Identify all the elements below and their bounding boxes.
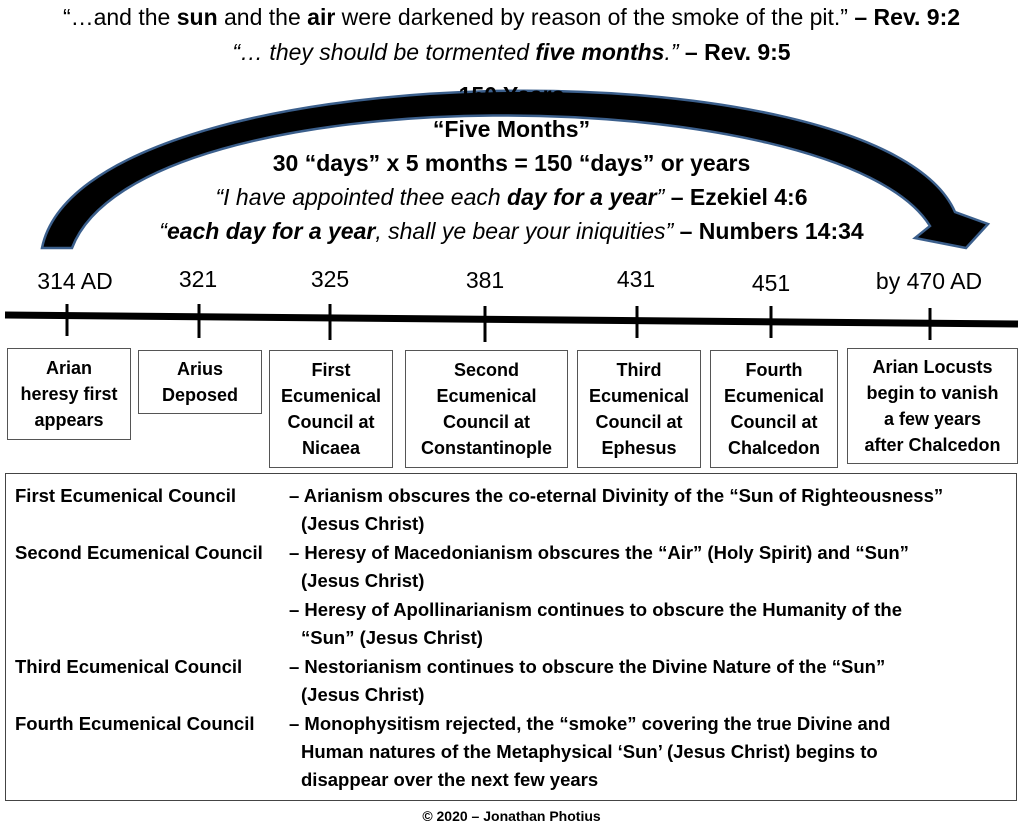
ezekiel-text-a: “I have appointed thee each [215, 184, 508, 210]
summary-text-third-cont: (Jesus Christ) [301, 684, 425, 705]
summary-text-third: – Nestorianism continues to obscure the Divine Nature of the “Sun” [289, 656, 886, 677]
event-line: First [311, 360, 351, 380]
event-line: Nicaea [301, 438, 361, 458]
ezekiel-emph: day for a year [507, 184, 657, 210]
numbers-text-b: , shall ye bear your iniquities [375, 218, 666, 244]
event-box-constantinople [405, 350, 568, 468]
summary-text-second: – Heresy of Macedonianism obscures the “Air” (Holy Spirit) and “Sun” [289, 542, 909, 563]
event-line: Ephesus [601, 438, 677, 458]
event-line: Second [453, 360, 519, 380]
event-line: Ecumenical [588, 386, 690, 406]
date-381: 381 [465, 267, 505, 293]
event-line: Council at [287, 412, 375, 432]
event-line: Arian [45, 358, 92, 378]
quote1-air: air [307, 4, 336, 30]
summary-text-fourth-cont: Human natures of the Metaphysical ‘Sun’ (Jesus Christ) begins to [301, 741, 878, 762]
quote1-ref: – Rev. 9:2 [847, 4, 961, 30]
summary-text-first: – Arianism obscures the co-eternal Divinity of the “Sun of Righteousness” [289, 485, 944, 506]
event-line: Council at [730, 412, 818, 432]
quote2-text-a: “… they should be tormented [232, 39, 536, 65]
event-line: Constantinople [421, 438, 552, 458]
years-heading: 150 Years [458, 82, 565, 108]
date-314: 314 AD [37, 268, 113, 294]
event-box-arius-deposed [138, 350, 262, 414]
event-line: after Chalcedon [864, 435, 1001, 455]
event-line: appears [34, 410, 104, 430]
event-box-chalcedon [710, 350, 838, 468]
event-line: Third [616, 360, 662, 380]
date-321: 321 [178, 266, 218, 292]
quote-rev-9-2 [0, 4, 1023, 31]
summary-label-third: Third Ecumenical Council [15, 656, 243, 677]
summary-text-second-b-cont: “Sun” (Jesus Christ) [301, 627, 483, 648]
summary-text-second-b: – Heresy of Apollinarianism continues to obscure the Humanity of the [289, 599, 903, 620]
event-line: Deposed [161, 385, 239, 405]
ezekiel-ref: – Ezekiel 4:6 [664, 184, 808, 210]
event-line: Council at [595, 412, 683, 432]
event-line: Ecumenical [723, 386, 825, 406]
summary-text-fourth: – Monophysitism rejected, the “smoke” covering the true Divine and [289, 713, 891, 734]
quote2-ref: – Rev. 9:5 [678, 39, 791, 65]
date-431: 431 [616, 266, 656, 292]
summary-label-fourth: Fourth Ecumenical Council [15, 713, 255, 734]
summary-text-first-cont: (Jesus Christ) [301, 513, 425, 534]
numbers-text-a: “ [159, 218, 167, 244]
copyright-footer: © 2020 – Jonathan Photius [422, 808, 601, 824]
formula-text: 30 “days” x 5 months = 150 “days” or years [272, 150, 751, 176]
quote1-text-a: “…and the [62, 4, 177, 30]
summary-box [5, 473, 1017, 801]
summary-label-first: First Ecumenical Council [15, 485, 237, 506]
event-line: begin to vanish [866, 383, 999, 403]
summary-text-fourth-cont2: disappear over the next few years [301, 769, 599, 790]
numbers-emph: each day for a year [166, 218, 376, 244]
quote2-emph: five months [535, 39, 665, 65]
event-box-arian-heresy [7, 348, 131, 440]
quote-numbers [0, 218, 1023, 245]
numbers-ref: – Numbers 14:34 [673, 218, 864, 244]
quote1-text-c: were darkened by reason of the smoke of the pit.” [335, 4, 848, 30]
summary-label-second: Second Ecumenical Council [15, 542, 263, 563]
event-line: Chalcedon [727, 438, 820, 458]
timeline-line [5, 315, 1018, 324]
quote-ezekiel [0, 184, 1023, 211]
event-line: Ecumenical [436, 386, 537, 406]
event-line: Ecumenical [280, 386, 382, 406]
event-line: Council at [442, 412, 530, 432]
timeline-axis [0, 300, 1023, 346]
numbers-text-c: ” [665, 218, 674, 244]
event-line: Arius [176, 359, 223, 379]
date-470: by 470 AD [875, 268, 983, 294]
quote2-text-b: .” [664, 39, 679, 65]
event-box-nicaea [269, 350, 393, 468]
event-line: a few years [883, 409, 982, 429]
event-line: Arian Locusts [872, 357, 993, 377]
date-451: 451 [751, 270, 791, 296]
event-line: Fourth [745, 360, 803, 380]
ezekiel-text-b: ” [656, 184, 665, 210]
five-months-heading: “Five Months” [432, 116, 591, 142]
quote1-text-b: and the [217, 4, 308, 30]
event-box-ephesus [577, 350, 701, 468]
summary-text-second-cont: (Jesus Christ) [301, 570, 425, 591]
quote1-sun: sun [176, 4, 218, 30]
event-line: heresy first [20, 384, 118, 404]
date-325: 325 [310, 266, 350, 292]
quote-rev-9-5 [0, 39, 1023, 66]
event-box-arian-locusts [847, 348, 1018, 464]
